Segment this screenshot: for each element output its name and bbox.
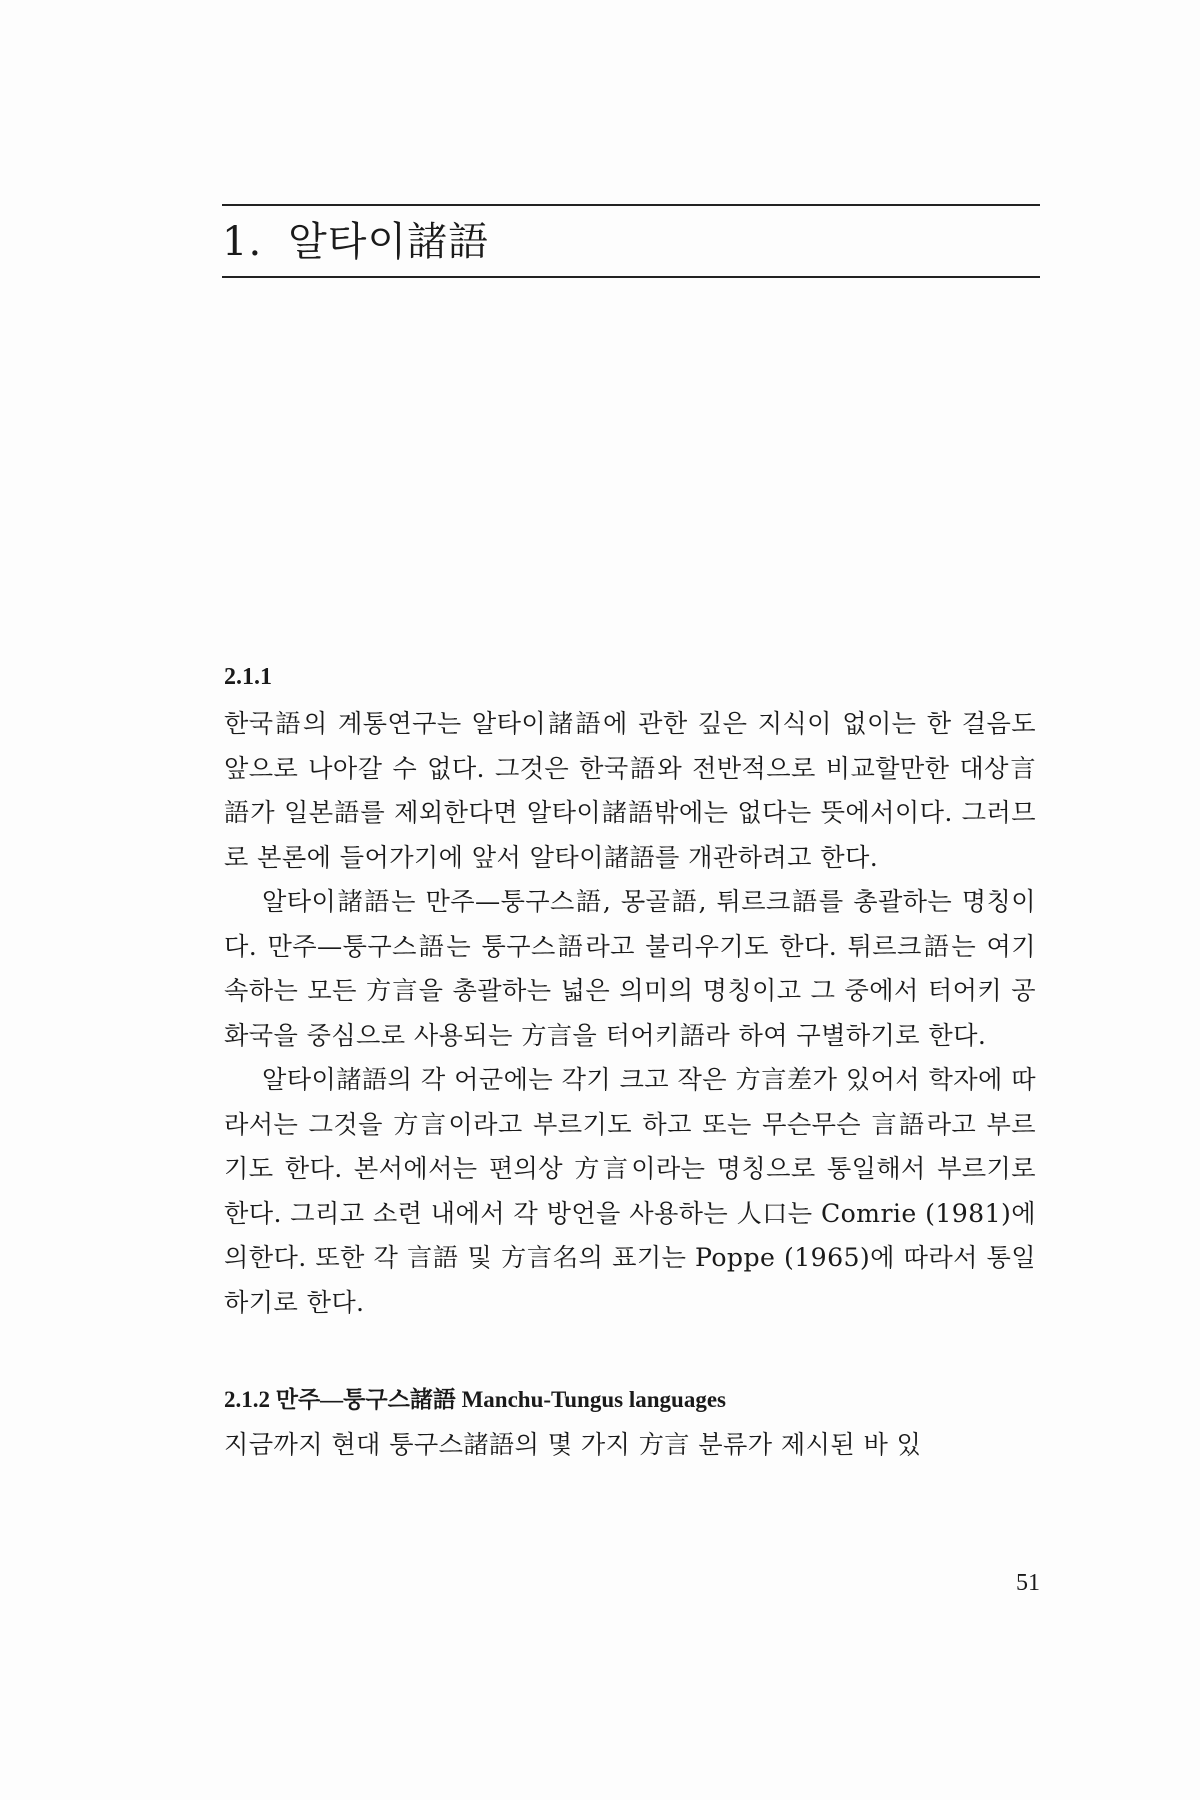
paragraph-4: 지금까지 현대 퉁구스諸語의 몇 가지 方言 분류가 제시된 바 있 (224, 1430, 922, 1459)
section-heading-2-1-2: 2.1.2 만주—퉁구스諸語 Manchu-Tungus languages (224, 1387, 726, 1412)
paragraph-1: 한국語의 계통연구는 알타이諸語에 관한 깊은 지식이 없이는 한 걸음도 앞으로 나아갈 수 없다. 그것은 한국語와 전반적으로 비교할만한 대상言語가 일본語를 제외한다면 알타이諸語밖에는 없다는 뜻에서이다. 그러므로 본론에 들어가기에 앞서 알타이諸語를 개관하려고 한다. (224, 709, 1036, 872)
section-heading-2-1-1: 2.1.1 (224, 664, 272, 690)
chapter-rule-top (222, 204, 1040, 206)
chapter-number: 1. (222, 219, 263, 265)
page-number: 51 (1016, 1570, 1040, 1596)
body-text (224, 660, 1036, 1468)
chapter-title (222, 214, 1040, 270)
chapter-title-text: 알타이諸語 (288, 219, 490, 265)
paragraph-2: 알타이諸語는 만주—퉁구스語, 몽골語, 튀르크語를 총괄하는 명칭이다. 만주—퉁구스語는 퉁구스語라고 불리우기도 한다. 튀르크語는 여기 속하는 모든 方言을 총괄하는 넓은 의미의 명칭이고 그 중에서 터어키 공화국을 중심으로 사용되는 方言을 터어키語라 하여 구별하기로 한다. (224, 887, 1036, 1050)
paragraph-3: 알타이諸語의 각 어군에는 각기 크고 작은 方言差가 있어서 학자에 따라서는 그것을 方言이라고 부르기도 하고 또는 무슨무슨 言語라고 부르기도 한다. 본서에서는 편의상 方言이라는 명칭으로 통일해서 부르기로 한다. 그리고 소련 내에서 각 방언을 사용하는 人口는 Comrie (1981)에 의한다. 또한 각 言語 및 方言名의 표기는 Poppe (1965)에 따라서 통일하기로 한다. (224, 1065, 1036, 1317)
chapter-rule-bottom (222, 276, 1040, 278)
